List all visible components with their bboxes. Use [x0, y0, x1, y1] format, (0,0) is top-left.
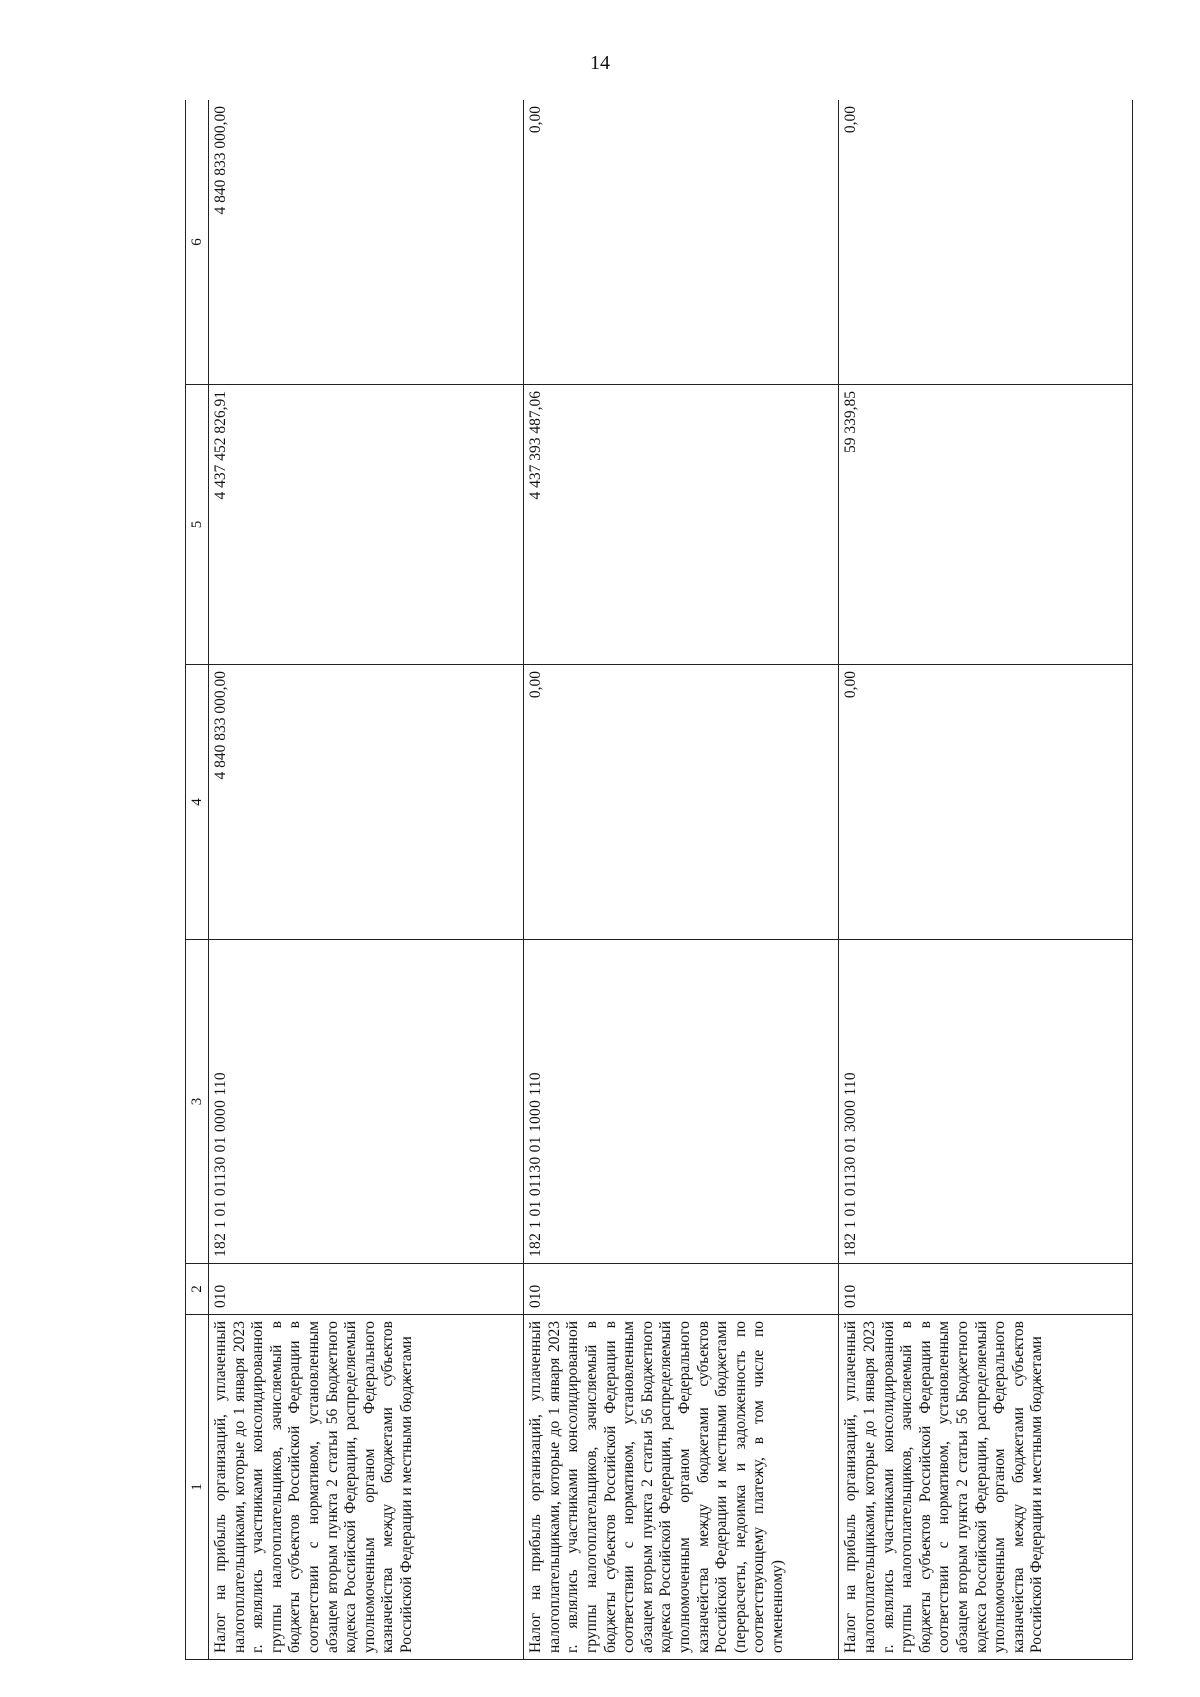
row-col4-value: 0,00	[524, 665, 839, 940]
table-header	[186, 100, 209, 1660]
row-description: Налог на прибыль организаций, уплаченный налогоплательщиками, которые до 1 января 2023 г. являлись участниками консолидированной группы налогоплательщиков, зачисляемый в бюджеты субъектов Российской Федерации в соответствии с нормативом, установленным абзацем вторым пункта 2 статьи 56 Бюджетного кодекса Российской Федерации, распределяемый уполномоченным органом Федерального казначейства между бюджетами субъектов Российской Федерации и местными бюджетами	[839, 1315, 1133, 1660]
row-col4-value: 4 840 833 000,00	[209, 665, 524, 940]
row-budget-code: 182 1 01 01130 01 1000 110	[524, 940, 839, 1264]
row-budget-code: 182 1 01 01130 01 3000 110	[839, 940, 1133, 1264]
header-col-1: 1	[186, 1315, 209, 1660]
row-line-code: 010	[524, 1264, 839, 1315]
row-col6-value: 0,00	[524, 100, 839, 385]
header-col-6: 6	[186, 100, 209, 385]
table-row	[839, 100, 1133, 1660]
header-col-4: 4	[186, 665, 209, 940]
header-col-3: 3	[186, 940, 209, 1264]
row-budget-code: 182 1 01 01130 01 0000 110	[209, 940, 524, 1264]
row-description: Налог на прибыль организаций, уплаченный налогоплательщиками, которые до 1 января 2023 г. являлись участниками консолидированной группы налогоплательщиков, зачисляемый в бюджеты субъектов Российской Федерации в соответствии с нормативом, установленным абзацем вторым пункта 2 статьи 56 Бюджетного кодекса Российской Федерации, распределяемый уполномоченным органом Федерального казначейства между бюджетами субъектов Российской Федерации и местными бюджетами	[209, 1315, 524, 1660]
table-row	[524, 100, 839, 1660]
row-col5-value: 4 437 393 487,06	[524, 385, 839, 665]
row-col6-value: 4 840 833 000,00	[209, 100, 524, 385]
budget-revenue-table	[185, 100, 1133, 1660]
rotated-table-container	[185, 100, 1133, 1660]
header-row	[186, 100, 209, 1660]
page-number: 14	[590, 52, 610, 74]
table-row	[209, 100, 524, 1660]
header-col-5: 5	[186, 385, 209, 665]
row-col5-value: 59 339,85	[839, 385, 1133, 665]
header-col-2: 2	[186, 1264, 209, 1315]
row-col5-value: 4 437 452 826,91	[209, 385, 524, 665]
table-body	[209, 100, 1133, 1660]
row-line-code: 010	[209, 1264, 524, 1315]
row-col6-value: 0,00	[839, 100, 1133, 385]
row-description: Налог на прибыль организаций, уплаченный налогоплательщиками, которые до 1 января 2023 г. являлись участниками консолидированной группы налогоплательщиков, зачисляемый в бюджеты субъектов Российской Федерации в соответствии с нормативом, установленным абзацем вторым пункта 2 статьи 56 Бюджетного кодекса Российской Федерации, распределяемый уполномоченным органом Федерального казначейства между бюджетами субъектов Российской Федерации и местными бюджетами (перерасчеты, недоимка и задолженность по соответствующему платежу, в том числе по отмененному)	[524, 1315, 839, 1660]
row-col4-value: 0,00	[839, 665, 1133, 940]
row-line-code: 010	[839, 1264, 1133, 1315]
